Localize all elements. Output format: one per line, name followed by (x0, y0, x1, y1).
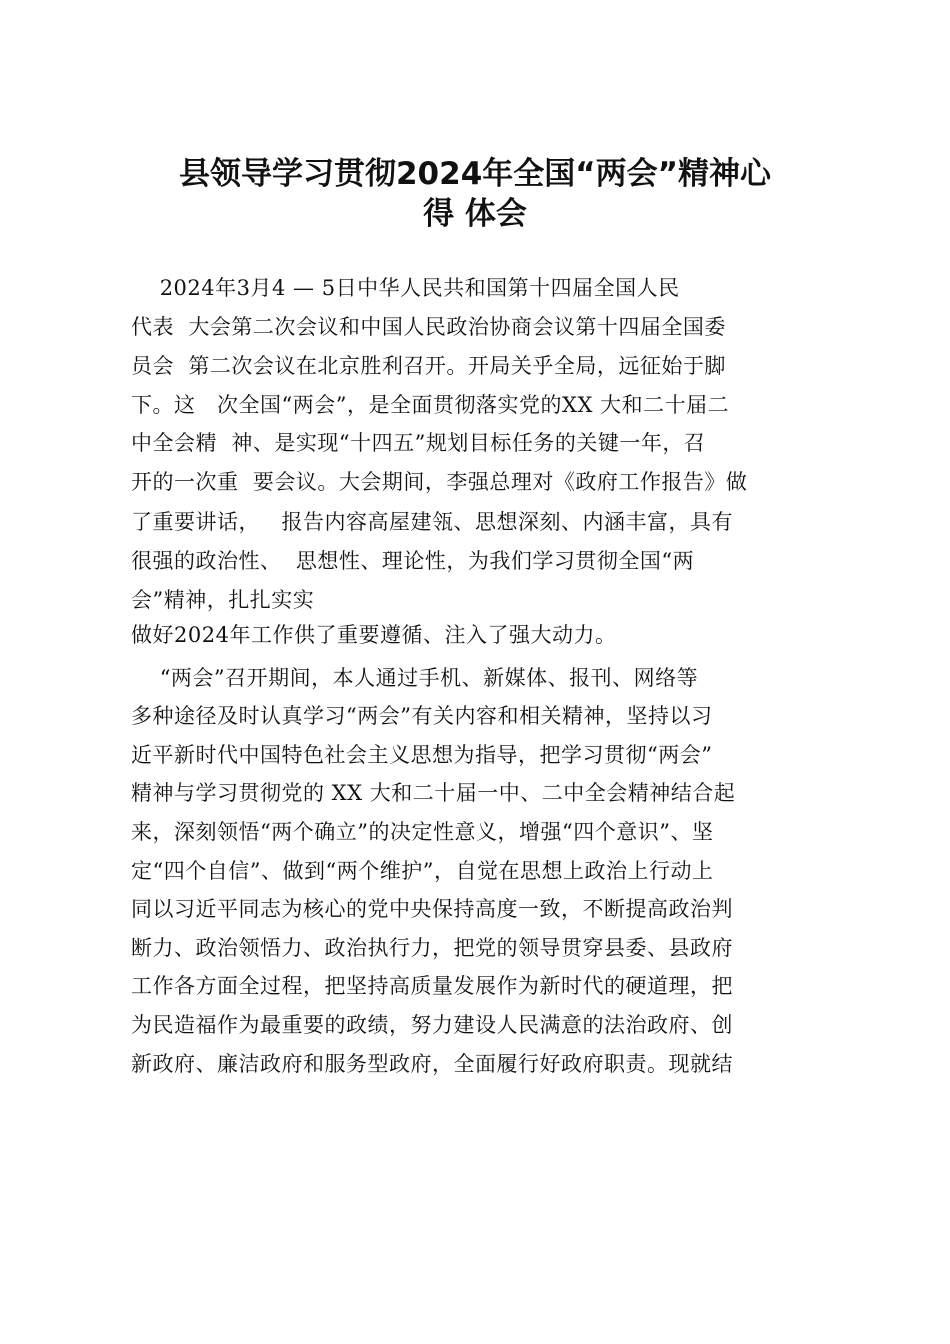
paragraph-line: 精神与学习贯彻党的 XX 大和二十届一中、二中全会精神结合起 (131, 781, 736, 805)
paragraph-line: 断力、政治领悟力、政治执行力，把党的领导贯穿县委、县政府 (131, 936, 733, 960)
paragraph-line: 下。这 次全国“两会”，是全面贯彻落实党的XX 大和二十届二 (131, 393, 730, 417)
paragraph-line: 定“四个自信”、做到“两个维护”，自觉在思想上政治上行动上 (131, 859, 714, 883)
paragraph-line: 做好2024年工作供了重要遵循、注入了强大动力。 (131, 623, 617, 647)
paragraph-line: 会”精神，扎扎实实 (131, 588, 315, 612)
paragraph-line: 同以习近平同志为核心的党中央保持高度一致，不断提高政治判 (131, 897, 733, 921)
paragraph-line: 代表 大会第二次会议和中国人民政治协商会议第十四届全国委 (131, 315, 726, 339)
paragraph-line: 开的一次重 要会议。大会期间，李强总理对《政府工作报告》做 (131, 470, 748, 494)
paragraph-line: 员会 第二次会议在北京胜利召开。开局关乎全局，远征始于脚 (131, 354, 726, 378)
document-title-line-2: 得 体会 (423, 196, 527, 232)
paragraph-line: 新政府、廉洁政府和服务型政府，全面履行好政府职责。现就结 (131, 1052, 733, 1076)
paragraph-line: 来，深刻领悟“两个确立”的决定性意义，增强“四个意识”、坚 (131, 820, 714, 844)
paragraph-line: 2024年3月4 — 5日中华人民共和国第十四届全国人民 (131, 276, 680, 300)
paragraph-line: 近平新时代中国特色社会主义思想为指导，把学习贯彻“两会” (131, 743, 713, 767)
paragraph-line: 为民造福作为最重要的政绩，努力建设人民满意的法治政府、创 (131, 1013, 733, 1037)
paragraph-line: 了重要讲话， 报告内容高屋建瓴、思想深刻、内涵丰富，具有 (131, 510, 734, 534)
paragraph-line: “两会”召开期间，本人通过手机、新媒体、报刊、网络等 (131, 666, 699, 690)
paragraph-line: 中全会精 神、是实现“十四五”规划目标任务的关键一年，召 (131, 431, 706, 455)
paragraph-line: 工作各方面全过程，把坚持高质量发展作为新时代的硬道理，把 (131, 974, 733, 998)
paragraph-line: 多种途径及时认真学习“两会”有关内容和相关精神，坚持以习 (131, 704, 713, 728)
paragraph-line: 很强的政治性、 思想性、理论性，为我们学习贯彻全国“两 (131, 549, 695, 573)
document-title-line-1: 县领导学习贯彻2024年全国“两会”精神心 (178, 156, 772, 192)
